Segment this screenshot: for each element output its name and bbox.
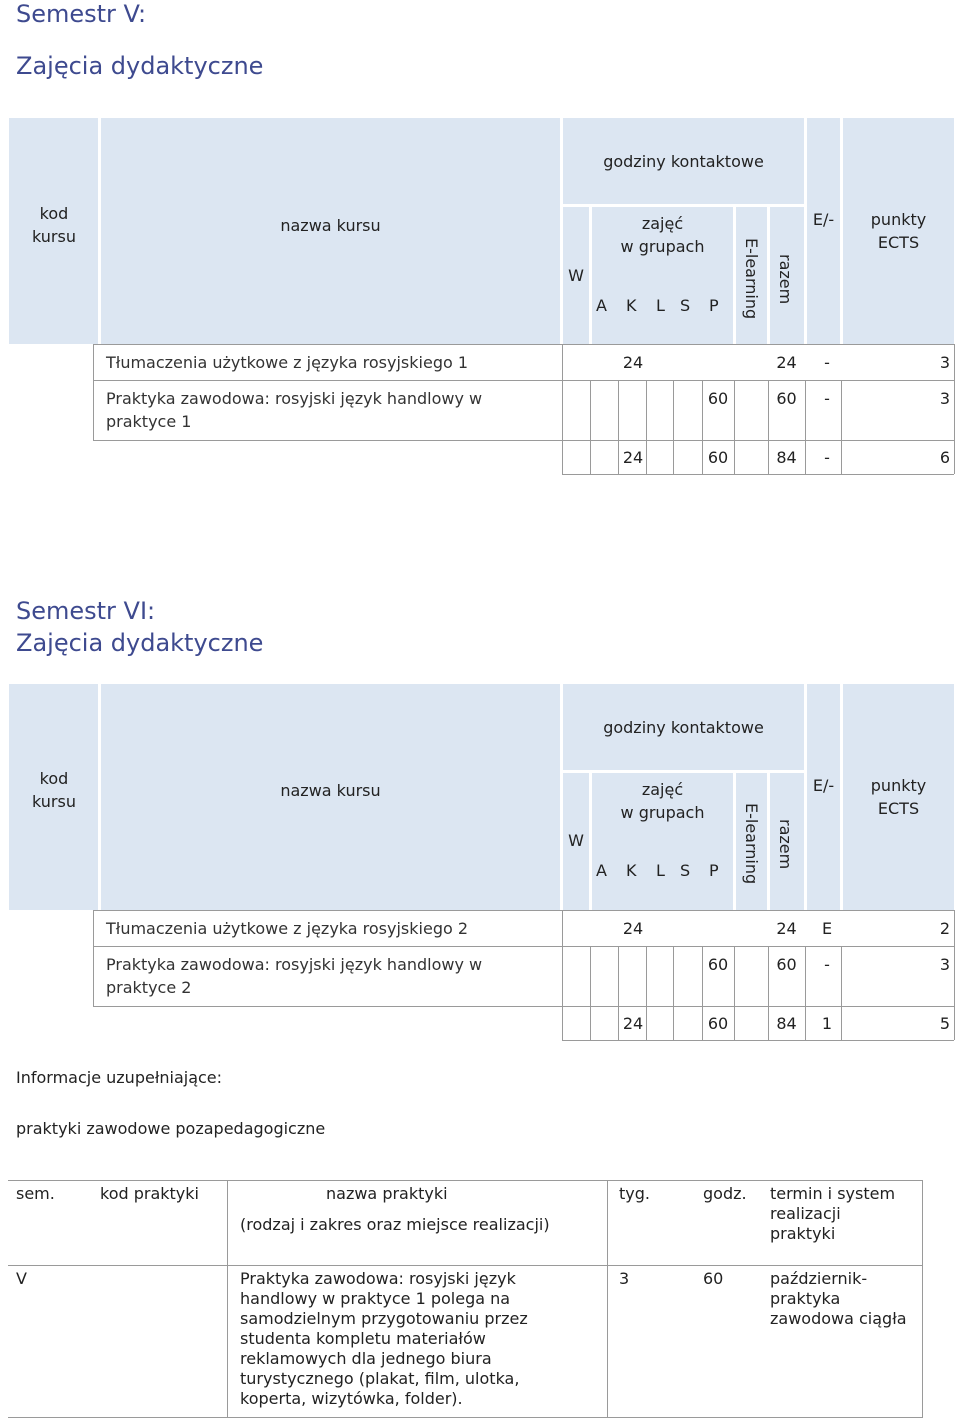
practice-desc-line: studenta kompletu materiałów xyxy=(240,1329,486,1348)
header-godziny: godziny kontaktowe xyxy=(603,152,764,171)
course-name: Tłumaczenia użytkowe z języka rosyjskiego 2 xyxy=(106,919,469,938)
header-p: P xyxy=(709,296,719,315)
practice-termin-line: praktyka xyxy=(770,1289,841,1308)
header-elearning: E-learning xyxy=(742,238,761,320)
course-e: - xyxy=(824,389,830,408)
header-a: A xyxy=(596,861,607,880)
header-punkty: punkty xyxy=(870,210,927,229)
course-name-cont: praktyce 1 xyxy=(106,412,192,431)
practice-header-termin-2: realizacji xyxy=(770,1204,841,1223)
course-e: E xyxy=(821,919,833,938)
header-e: E/- xyxy=(812,776,835,795)
course-w: 24 xyxy=(622,353,644,372)
semester-6-subtitle: Zajęcia dydaktyczne xyxy=(16,629,264,657)
course-razem: 24 xyxy=(776,353,797,372)
practice-godz: 60 xyxy=(703,1269,724,1288)
practice-header-nazwa: nazwa praktyki xyxy=(326,1184,448,1203)
total-razem: 84 xyxy=(776,1014,797,1033)
course-e: - xyxy=(824,353,830,372)
total-w: 24 xyxy=(622,1014,644,1033)
header-w: W xyxy=(568,831,584,850)
practice-header-godz: godz. xyxy=(703,1184,747,1203)
header-nazwa: nazwa kursu xyxy=(280,216,381,235)
header-zajec: zajęć xyxy=(641,214,684,233)
practice-header-nazwa-sub: (rodzaj i zakres oraz miejsce realizacji) xyxy=(240,1215,550,1234)
course-ects: 3 xyxy=(939,353,950,372)
course-razem: 24 xyxy=(776,919,797,938)
practice-termin-line: zawodowa ciągła xyxy=(770,1309,907,1328)
semester-5-title: Semestr V: xyxy=(16,0,147,28)
total-e: 1 xyxy=(821,1014,833,1033)
course-p: 60 xyxy=(707,955,729,974)
course-e: - xyxy=(824,955,830,974)
header-w-grupach: w grupach xyxy=(620,237,705,256)
course-ects: 2 xyxy=(939,919,950,938)
practice-header-tyg: tyg. xyxy=(619,1184,650,1203)
practice-desc-line: handlowy w praktyce 1 polega na xyxy=(240,1289,511,1308)
header-ects: ECTS xyxy=(877,233,920,252)
header-e: E/- xyxy=(812,210,835,229)
course-razem: 60 xyxy=(776,955,797,974)
practice-header-sem: sem. xyxy=(16,1184,55,1203)
total-w: 24 xyxy=(622,448,644,467)
practice-desc-line: koperta, wizytówka, folder). xyxy=(240,1389,463,1408)
total-p: 60 xyxy=(707,448,729,467)
header-w: W xyxy=(568,266,584,285)
header-kursu: kursu xyxy=(32,227,76,246)
semester-5-subtitle: Zajęcia dydaktyczne xyxy=(16,52,264,80)
total-ects: 6 xyxy=(939,448,950,467)
practice-header-termin-3: praktyki xyxy=(770,1224,836,1243)
course-p: 60 xyxy=(707,389,729,408)
header-l: L xyxy=(656,861,665,880)
course-w: 24 xyxy=(622,919,644,938)
header-ects: ECTS xyxy=(877,799,920,818)
practice-desc-line: samodzielnym przygotowaniu przez xyxy=(240,1309,528,1328)
total-ects: 5 xyxy=(939,1014,950,1033)
course-name: Praktyka zawodowa: rosyjski język handlowy w xyxy=(106,389,483,408)
header-kursu: kursu xyxy=(32,792,76,811)
header-razem: razem xyxy=(776,254,795,305)
info-heading: Informacje uzupełniające: xyxy=(16,1068,223,1087)
practice-desc-line: reklamowych dla jednego biura xyxy=(240,1349,492,1368)
header-razem: razem xyxy=(776,819,795,870)
header-elearning: E-learning xyxy=(742,803,761,885)
course-name: Tłumaczenia użytkowe z języka rosyjskiego 1 xyxy=(106,353,469,372)
header-a: A xyxy=(596,296,607,315)
practice-tyg: 3 xyxy=(619,1269,630,1288)
practice-header-termin: termin i system xyxy=(770,1184,896,1203)
practice-termin-line: październik- xyxy=(770,1269,868,1288)
practice-sem: V xyxy=(16,1269,27,1288)
semester-6-title: Semestr VI: xyxy=(16,597,156,625)
header-nazwa: nazwa kursu xyxy=(280,781,381,800)
course-name-cont: praktyce 2 xyxy=(106,978,192,997)
total-razem: 84 xyxy=(776,448,797,467)
total-p: 60 xyxy=(707,1014,729,1033)
header-k: K xyxy=(626,296,637,315)
info-subheading: praktyki zawodowe pozapedagogiczne xyxy=(16,1119,326,1138)
header-l: L xyxy=(656,296,665,315)
header-zajec: zajęć xyxy=(641,780,684,799)
course-ects: 3 xyxy=(939,389,950,408)
total-e: - xyxy=(824,448,830,467)
header-s: S xyxy=(680,296,691,315)
header-punkty: punkty xyxy=(870,776,927,795)
practice-desc-line: turystycznego (plakat, film, ulotka, xyxy=(240,1369,520,1388)
course-ects: 3 xyxy=(939,955,950,974)
header-kod: kod xyxy=(39,204,69,223)
header-kod: kod xyxy=(39,769,69,788)
header-k: K xyxy=(626,861,637,880)
header-s: S xyxy=(680,861,691,880)
header-w-grupach: w grupach xyxy=(620,803,705,822)
header-godziny: godziny kontaktowe xyxy=(603,718,764,737)
course-name: Praktyka zawodowa: rosyjski język handlowy w xyxy=(106,955,483,974)
practice-desc-line: Praktyka zawodowa: rosyjski język xyxy=(240,1269,516,1288)
header-p: P xyxy=(709,861,719,880)
practice-header-kod: kod praktyki xyxy=(100,1184,199,1203)
course-razem: 60 xyxy=(776,389,797,408)
